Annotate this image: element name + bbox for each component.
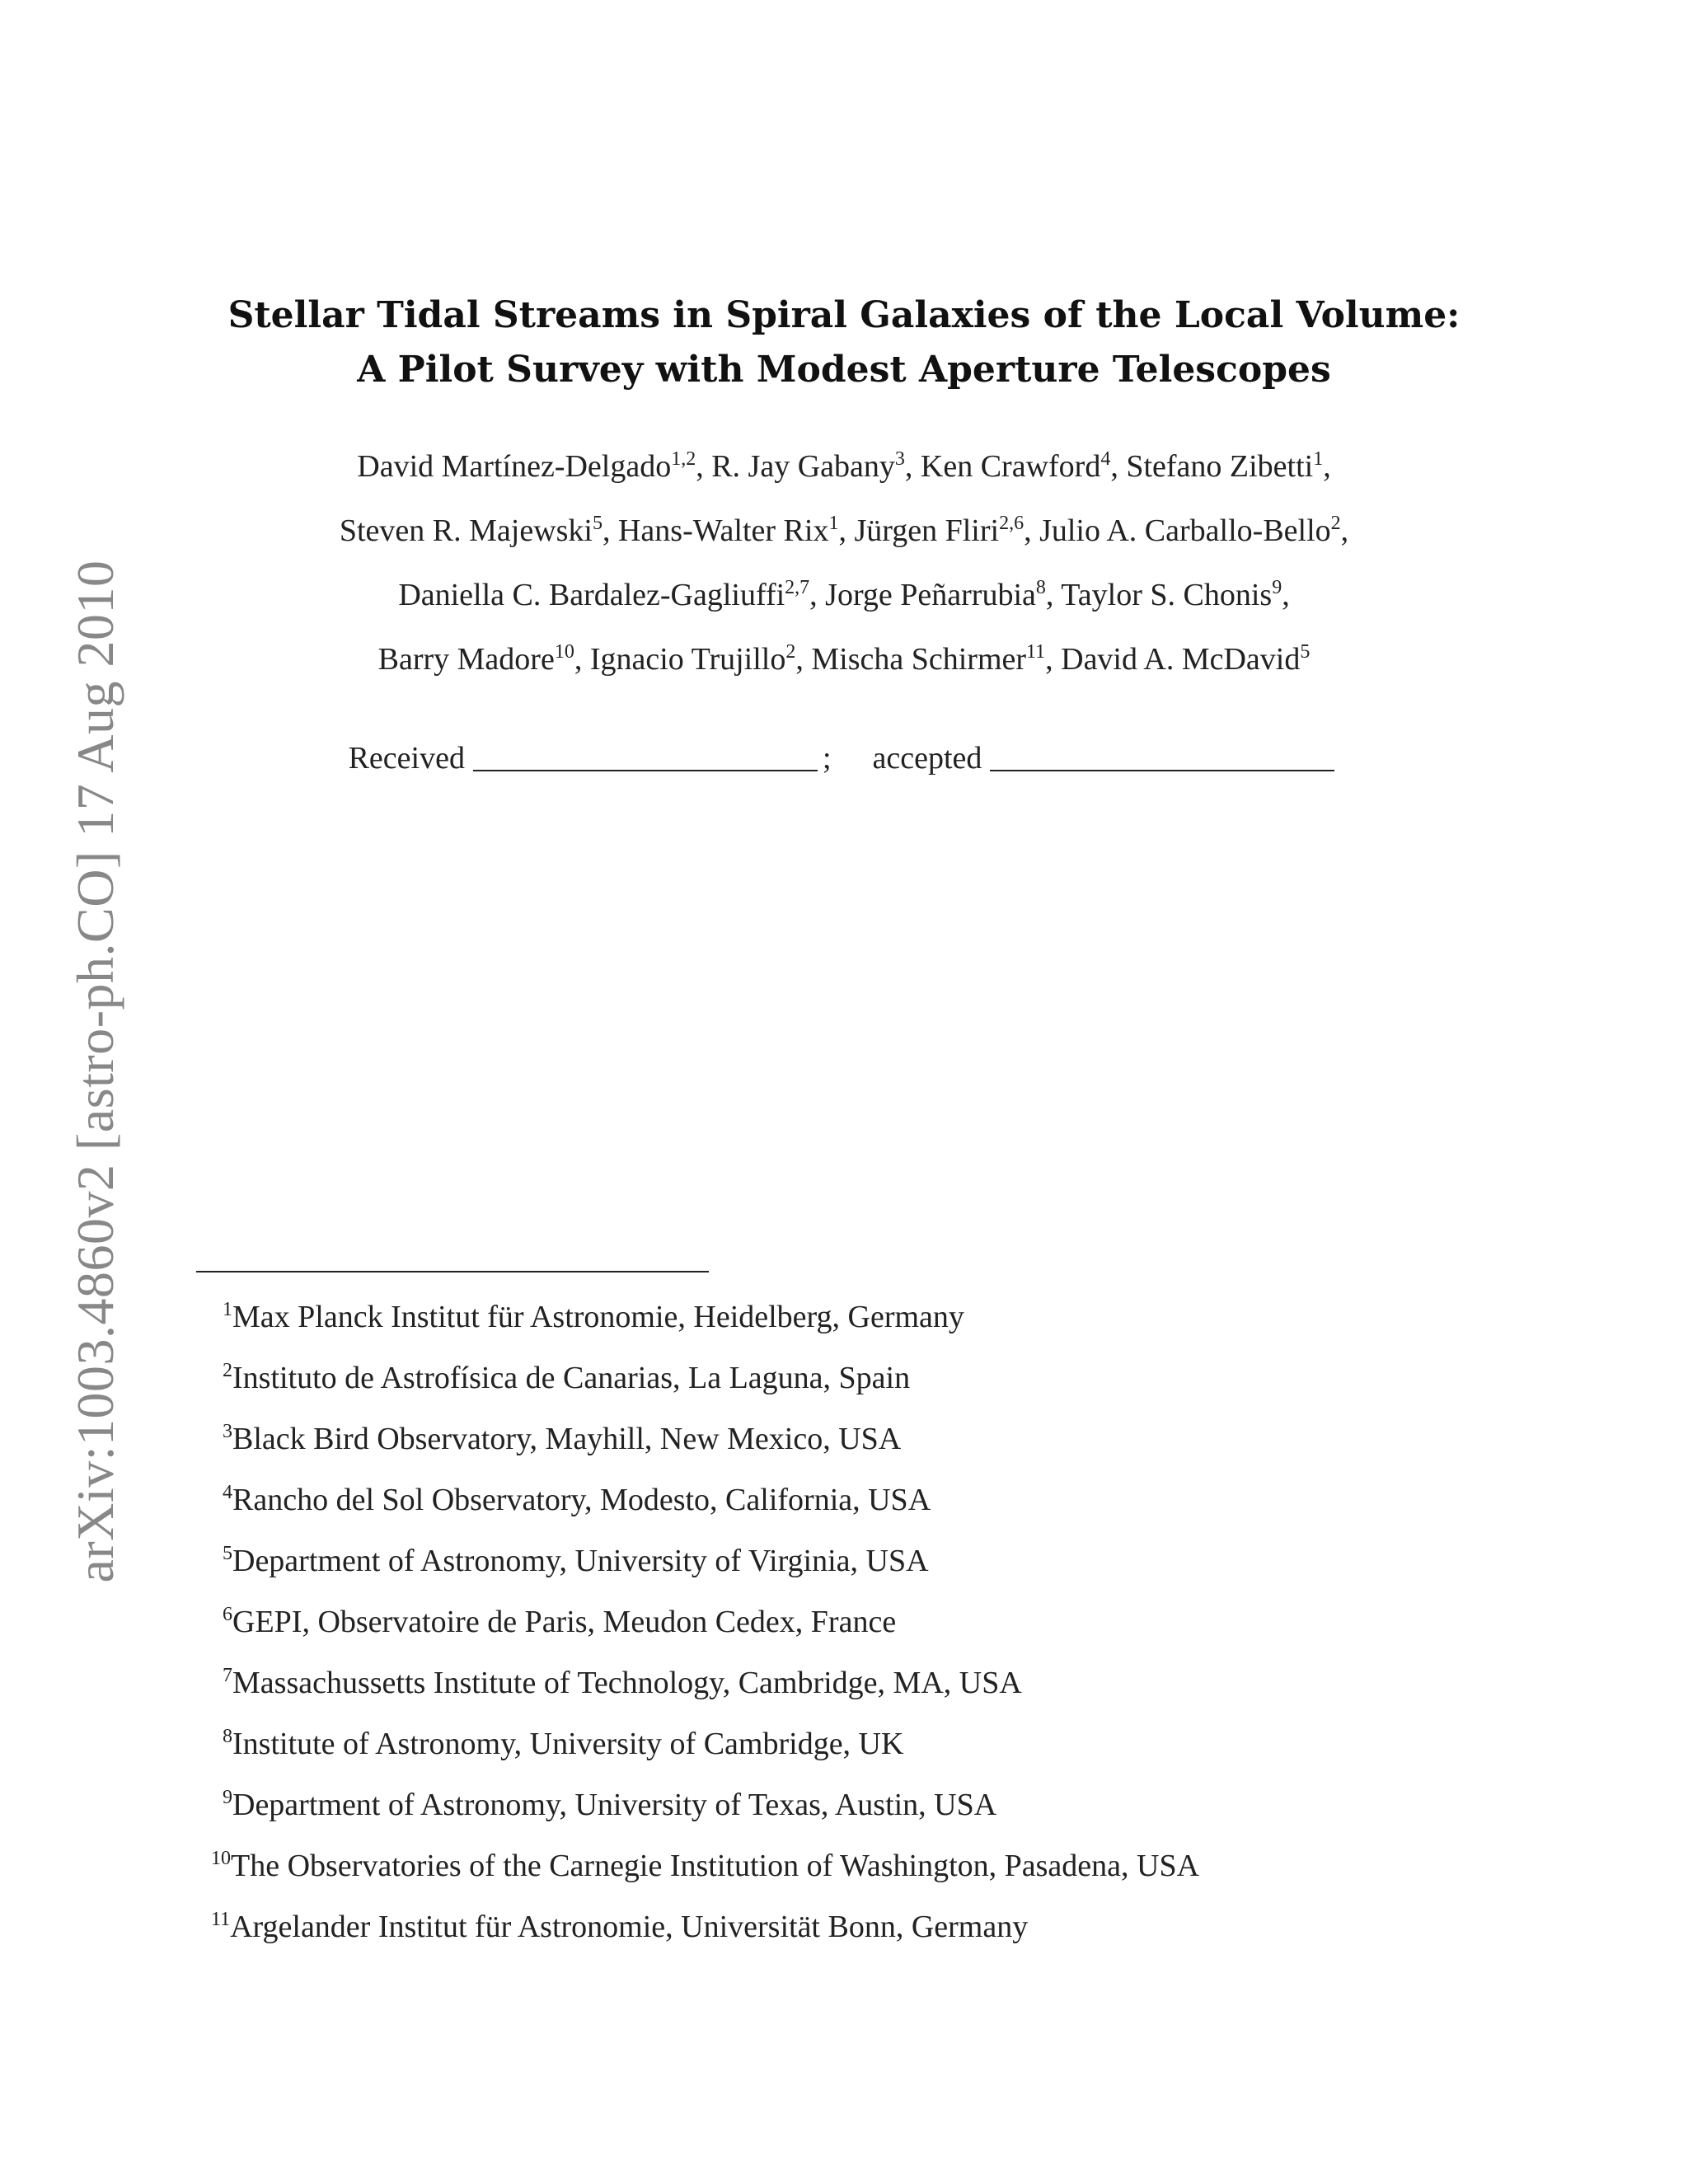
affiliation-text: Massachussetts Institute of Technology, Cambridge, MA, USA (232, 1666, 1022, 1700)
author-affiliation-mark: 1,2 (671, 448, 696, 470)
author-name: Stefano Zibetti (1126, 449, 1314, 484)
affiliation-number: 1 (223, 1299, 232, 1320)
title-line-1: Stellar Tidal Streams in Spiral Galaxies of the Local Volume: (227, 294, 1461, 336)
author-affiliation-mark: 8 (1035, 577, 1046, 598)
affiliation-item (223, 1353, 1199, 1414)
accepted-date-blank (990, 770, 1334, 771)
footnote-rule (196, 1271, 709, 1272)
author-affiliation-mark: 1 (1313, 448, 1324, 470)
author-name: Barry Madore (377, 642, 555, 677)
author-affiliation-mark: 2,6 (999, 513, 1025, 534)
author-line-1: David Martínez-Delgado$^{1,2}$, R. Jay Gabany$^3$, Ken Crawford$^4$, Stefano Zibetti$^1$, (357, 448, 1331, 484)
author-line-3: Daniella C. Bardalez-Gagliuffi$^{2,7}$, Jorge Peñarrubia$^8$, Taylor S. Chonis$^9$, (398, 577, 1290, 612)
author-name: Daniella C. Bardalez-Gagliuffi (398, 578, 785, 612)
author-list (0, 442, 1688, 699)
affiliation-item (223, 1780, 1199, 1841)
affiliation-item (223, 1719, 1199, 1780)
affiliation-text: Department of Astronomy, University of Virginia, USA (232, 1544, 929, 1578)
author-name: Julio A. Carballo-Bello (1039, 513, 1331, 548)
author-name: R. Jay Gabany (711, 449, 895, 484)
author-name: David Martínez-Delgado (357, 449, 672, 484)
author-affiliation-mark: 4 (1100, 448, 1111, 470)
affiliation-text: Institute of Astronomy, University of Cambridge, UK (232, 1727, 904, 1761)
author-name: Hans-Walter Rix (617, 513, 829, 548)
author-affiliation-mark: 2 (1330, 513, 1341, 534)
author-affiliation-mark: 5 (1300, 641, 1311, 663)
affiliation-text: Department of Astronomy, University of Texas, Austin, USA (232, 1788, 997, 1822)
affiliation-text: Max Planck Institut für Astronomie, Heidelberg, Germany (232, 1300, 964, 1334)
affiliation-item (211, 1902, 1199, 1963)
affiliation-number: 9 (223, 1787, 232, 1808)
author-name: Mischa Schirmer (811, 642, 1027, 677)
author-affiliation-mark: 3 (894, 448, 905, 470)
affiliation-number: 3 (223, 1421, 232, 1442)
affiliation-number: 11 (211, 1909, 231, 1930)
author-name: Jürgen Fliri (854, 513, 1000, 548)
author-affiliation-mark: 5 (592, 513, 603, 534)
affiliation-item (223, 1414, 1199, 1475)
affiliation-text: GEPI, Observatoire de Paris, Meudon Cedex, France (232, 1605, 897, 1639)
author-affiliation-mark: 11 (1026, 641, 1046, 663)
author-name: Jorge Peñarrubia (825, 578, 1036, 612)
affiliation-text: The Observatories of the Carnegie Institution of Washington, Pasadena, USA (231, 1849, 1200, 1883)
received-separator: ; (822, 741, 832, 776)
author-name: Steven R. Majewski (339, 513, 593, 548)
received-label: Received (348, 741, 465, 776)
title-line-2: A Pilot Survey with Modest Aperture Telescopes (357, 349, 1331, 391)
affiliation-text: Black Bird Observatory, Mayhill, New Mexico, USA (232, 1422, 902, 1456)
affiliation-number: 8 (223, 1726, 232, 1747)
received-accepted-line (0, 740, 1688, 776)
author-name: Ken Crawford (920, 449, 1101, 484)
author-name: Ignacio Trujillo (589, 642, 786, 677)
affiliation-number: 2 (223, 1360, 232, 1381)
affiliation-number: 4 (223, 1482, 232, 1503)
affiliation-text: Rancho del Sol Observatory, Modesto, California, USA (232, 1483, 931, 1517)
accepted-label: accepted (872, 741, 982, 776)
author-affiliation-mark: 10 (554, 641, 574, 663)
author-affiliation-mark: 1 (828, 513, 839, 534)
author-line-2: Steven R. Majewski$^5$, Hans-Walter Rix$^1$, Jürgen Fliri$^{2,6}$, Julio A. Carballo-Bello$^2$, (339, 513, 1349, 548)
affiliation-item (223, 1475, 1199, 1536)
affiliation-item (223, 1597, 1199, 1658)
affiliation-text: Instituto de Astrofísica de Canarias, La Laguna, Spain (232, 1361, 911, 1395)
author-affiliation-mark: 9 (1272, 577, 1282, 598)
received-date-blank (473, 770, 818, 771)
affiliation-item (223, 1292, 1199, 1353)
author-name: David A. McDavid (1061, 642, 1301, 677)
affiliation-footnotes (211, 1292, 1200, 1963)
paper-title (0, 288, 1688, 397)
arxiv-identifier-stamp: arXiv:1003.4860v2 [astro-ph.CO] 17 Aug 2010 (66, 560, 124, 1583)
author-line-4: Barry Madore$^{10}$, Ignacio Trujillo$^2$, Mischa Schirmer$^{11}$, David A. McDavid$^5$ (377, 641, 1311, 677)
affiliation-number: 6 (223, 1604, 232, 1625)
affiliation-item (223, 1658, 1199, 1719)
affiliation-text: Argelander Institut für Astronomie, Universität Bonn, Germany (230, 1910, 1029, 1944)
affiliation-item (223, 1536, 1199, 1597)
affiliation-number: 10 (211, 1848, 231, 1869)
affiliation-item (211, 1841, 1199, 1902)
affiliation-number: 7 (223, 1665, 232, 1686)
author-affiliation-mark: 2,7 (785, 577, 810, 598)
author-name: Taylor S. Chonis (1061, 578, 1273, 612)
author-affiliation-mark: 2 (785, 641, 796, 663)
affiliation-number: 5 (223, 1543, 232, 1564)
